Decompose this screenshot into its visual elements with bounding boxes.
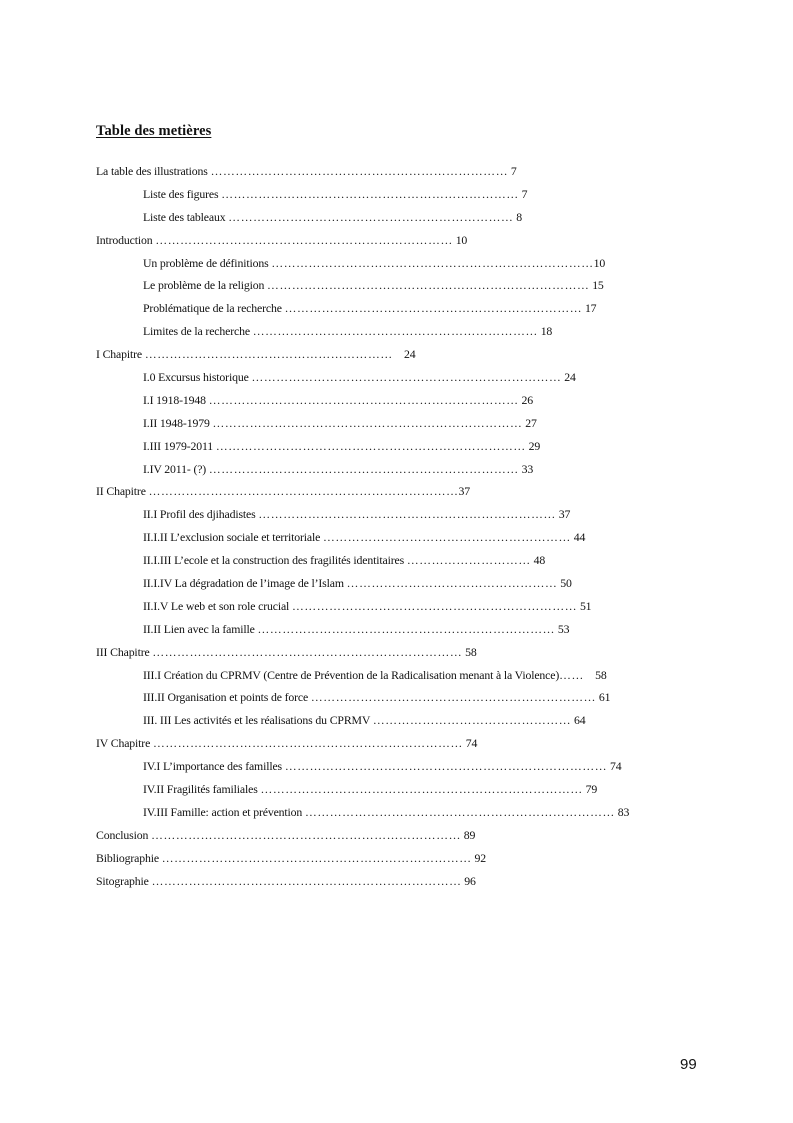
toc-leader-dots: …………………………………………………………… <box>291 598 578 613</box>
toc-entry-page: 64 <box>574 713 586 728</box>
toc-entry-sitographie[interactable] <box>0 870 793 893</box>
toc-entry-page: 96 <box>464 873 476 888</box>
toc-entry-page: 10 <box>455 232 468 247</box>
toc-leader-dots: ………………………………………………………………… <box>215 438 526 453</box>
toc-leader-dots: ……………………………………………………………… <box>221 186 519 201</box>
toc-entry-page: 10 <box>593 255 606 270</box>
toc-entry-label: III.II Organisation et points de force <box>143 690 309 705</box>
toc-entry-label: Le problème de la religion <box>143 278 265 293</box>
toc-entry-label: II.I.V Le web et son role crucial <box>143 598 290 613</box>
toc-entry-label: I.II 1948-1979 <box>143 415 210 430</box>
toc-leader-dots: …………………………………………………………… <box>228 209 514 224</box>
toc-entry-page: 83 <box>617 804 630 819</box>
toc-entry-page: 8 <box>516 209 522 224</box>
toc-entry-page: 7 <box>510 164 517 178</box>
toc-entry-page: 58 <box>465 644 477 659</box>
toc-leader-dots: ………………………………………………………………… <box>208 461 519 476</box>
toc-leader-dots: ………………………………………………………………… <box>151 873 462 888</box>
toc-entry-page: 74 <box>609 759 622 774</box>
toc-entry-label: II Chapitre <box>96 484 146 499</box>
toc-entry-limites[interactable] <box>0 320 793 343</box>
toc-leader-dots: ……………………………………………………………… <box>210 164 509 178</box>
toc-entry-page: 24 <box>403 347 416 362</box>
toc-entry-label: IV Chapitre <box>96 736 151 751</box>
toc-entry-label: Limites de la recherche <box>143 324 250 339</box>
toc-entry-label: IV.I L’importance des familles <box>143 759 282 774</box>
toc-entry-page: 18 <box>540 324 553 339</box>
toc-entry-label: Problématique de la recherche <box>143 301 282 316</box>
toc-entry-fragilites[interactable] <box>0 778 793 801</box>
toc-entry-page: 26 <box>521 392 533 407</box>
toc-entry-activites[interactable] <box>0 709 793 732</box>
toc-entry-label: IV.III Famille: action et prévention <box>143 804 303 819</box>
toc-leader-dots: …………………………………………………………… <box>310 690 597 705</box>
toc-entry-page: 50 <box>560 576 572 591</box>
toc-entry-page: 79 <box>585 782 598 797</box>
toc-entry-page: 44 <box>573 530 586 545</box>
toc-entry-chapitre-2[interactable] <box>0 480 793 503</box>
toc-entry-importance-familles[interactable] <box>0 755 793 778</box>
toc-entry-cprmv[interactable] <box>0 664 793 687</box>
toc-leader-dots: ………………………… <box>406 553 531 568</box>
toc-entry-label: III. III Les activités et les réalisations du CPRMV <box>143 713 371 728</box>
toc-entry-label: II.II Lien avec la famille <box>143 621 255 636</box>
table-of-contents <box>0 160 793 893</box>
toc-entry-label: I.III 1979-2011 <box>143 438 214 453</box>
toc-leader-dots: …………………………………………………………………… <box>271 255 594 270</box>
toc-entry-page: 37 <box>558 507 571 522</box>
toc-entry-religion[interactable] <box>0 274 793 297</box>
toc-entry-1918-1948[interactable] <box>0 389 793 412</box>
toc-entry-page: 24 <box>564 370 576 385</box>
toc-leader-dots: ………………………………………………………………… <box>151 827 461 842</box>
toc-entry-bibliographie[interactable] <box>0 847 793 870</box>
toc-entry-chapitre-1[interactable] <box>0 343 793 366</box>
toc-leader-dots: ………………………………………………………………… <box>208 392 519 407</box>
page-number: 99 <box>680 1056 697 1073</box>
toc-entry-illustrations[interactable] <box>0 160 793 183</box>
toc-entry-page: 27 <box>525 415 537 430</box>
toc-leader-dots: ……………………………………………………………… <box>155 232 453 247</box>
toc-leader-dots: …………………………………………………… <box>144 347 393 362</box>
toc-title: Table des metières <box>96 123 212 139</box>
toc-entry-1979-2011[interactable] <box>0 435 793 458</box>
toc-entry-label: Conclusion <box>96 827 149 842</box>
toc-entry-1948-1979[interactable] <box>0 412 793 435</box>
toc-entry-page: 53 <box>557 621 570 636</box>
toc-entry-label: II.I.II L’exclusion sociale et territoriale <box>143 530 321 545</box>
toc-entry-label: La table des illustrations <box>96 164 208 178</box>
toc-entry-label: II.I Profil des djihadistes <box>143 507 256 522</box>
toc-entry-label: I Chapitre <box>96 347 142 362</box>
toc-entry-page: 61 <box>598 690 611 705</box>
toc-leader-dots: ………………………………………………………………… <box>304 804 615 819</box>
toc-entry-label: I.0 Excursus historique <box>143 370 249 385</box>
toc-leader-dots: …………………………………………………………… <box>252 324 538 339</box>
toc-entry-page: 29 <box>528 438 541 453</box>
toc-entry-label: IV.II Fragilités familiales <box>143 782 258 797</box>
toc-entry-famille-lien[interactable] <box>0 618 793 641</box>
toc-entry-page: 33 <box>521 461 534 476</box>
toc-leader-dots: ………………………………………………………………… <box>212 415 523 430</box>
toc-entry-label: II.I.III L’ecole et la construction des fragilités identitaires <box>143 553 405 568</box>
toc-entry-label: Introduction <box>96 232 153 247</box>
toc-entry-action-prevention[interactable] <box>0 801 793 824</box>
toc-entry-label: Sitographie <box>96 873 149 888</box>
toc-entry-page: 51 <box>579 598 592 613</box>
toc-entry-conclusion[interactable] <box>0 824 793 847</box>
toc-entry-image-islam[interactable] <box>0 572 793 595</box>
toc-leader-dots: ……………………………………………………………… <box>284 301 583 316</box>
toc-leader-dots: ………………………………………………………………… <box>148 484 459 499</box>
toc-entry-label: Un problème de définitions <box>143 255 269 270</box>
toc-entry-web[interactable] <box>0 595 793 618</box>
toc-entry-tableaux[interactable] <box>0 206 793 229</box>
toc-entry-ecole[interactable] <box>0 549 793 572</box>
toc-entry-exclusion[interactable] <box>0 526 793 549</box>
toc-leader-dots: …………………………………………………… <box>323 530 571 545</box>
toc-entry-excursus[interactable] <box>0 366 793 389</box>
toc-entry-problematique[interactable] <box>0 297 793 320</box>
toc-entry-page: 7 <box>521 186 528 201</box>
toc-entry-page: 58 <box>595 667 607 682</box>
toc-entry-page: 37 <box>458 484 471 499</box>
toc-entry-page: 74 <box>465 736 478 751</box>
toc-leader-dots: …… <box>559 667 584 682</box>
toc-leader-dots: ………………………………………………………………… <box>152 736 463 751</box>
toc-entry-label: III Chapitre <box>96 644 150 659</box>
toc-leader-dots: ………………………………………………………………… <box>251 370 562 385</box>
toc-leader-dots: ………………………………………………………………… <box>152 644 463 659</box>
toc-leader-dots: …………………………………………………………………… <box>284 759 608 774</box>
toc-entry-label: Liste des figures <box>143 186 219 201</box>
toc-entry-page: 17 <box>584 301 597 316</box>
toc-entry-label: Liste des tableaux <box>143 209 226 224</box>
toc-entry-label: II.I.IV La dégradation de l’image de l’Islam <box>143 576 344 591</box>
toc-entry-page: 15 <box>592 278 604 293</box>
toc-leader-dots: ………………………………………………………………… <box>161 850 472 865</box>
toc-leader-dots: ……………………………………………………………… <box>258 507 556 522</box>
toc-entry-page: 89 <box>463 827 476 842</box>
toc-entry-figures[interactable] <box>0 183 793 206</box>
toc-entry-label: I.I 1918-1948 <box>143 392 206 407</box>
toc-entry-introduction[interactable] <box>0 229 793 252</box>
toc-entry-definitions[interactable] <box>0 252 793 275</box>
toc-leader-dots: …………………………………………………………………… <box>260 782 583 797</box>
toc-leader-dots: …………………………………………… <box>346 576 558 591</box>
toc-entry-page: 48 <box>533 553 546 568</box>
toc-entry-2011[interactable] <box>0 458 793 481</box>
toc-entry-organisation[interactable] <box>0 686 793 709</box>
toc-entry-profil[interactable] <box>0 503 793 526</box>
toc-leader-dots: ………………………………………… <box>372 713 572 728</box>
toc-entry-label: III.I Création du CPRMV (Centre de Prévention de la Radicalisation menant à la Violence) <box>143 667 560 682</box>
toc-leader-dots: ……………………………………………………………… <box>257 621 556 636</box>
toc-entry-label: I.IV 2011- (?) <box>143 461 207 476</box>
toc-entry-label: Bibliographie <box>96 850 159 865</box>
toc-leader-dots: …………………………………………………………………… <box>267 278 590 293</box>
toc-entry-chapitre-3[interactable] <box>0 641 793 664</box>
toc-entry-chapitre-4[interactable] <box>0 732 793 755</box>
toc-entry-page: 92 <box>474 850 486 865</box>
